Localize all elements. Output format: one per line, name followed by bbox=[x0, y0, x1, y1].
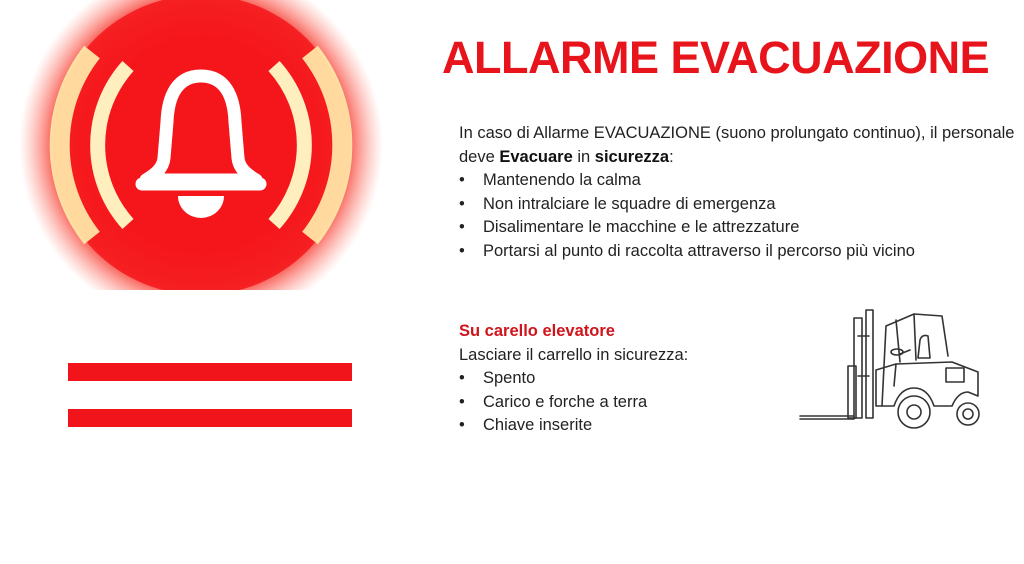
forklift-heading: Su carello elevatore bbox=[459, 322, 615, 340]
alarm-bell-icon bbox=[20, 0, 382, 290]
forklift-icon bbox=[796, 306, 986, 436]
evacuation-intro bbox=[459, 122, 1019, 169]
equals-sign-bar-top bbox=[68, 363, 352, 381]
list-item: • Spento bbox=[459, 367, 789, 391]
intro-mid: in bbox=[572, 147, 595, 166]
list-item: • Carico e forche a terra bbox=[459, 391, 789, 415]
list-item: • Mantenendo la calma bbox=[459, 169, 1019, 193]
evacuation-list bbox=[459, 169, 1019, 263]
equals-sign-bar-bottom bbox=[68, 409, 352, 427]
intro-text: In caso di Allarme EVACUAZIONE (suono prolungato continuo), il personale deve bbox=[459, 124, 1015, 166]
list-item: • Chiave inserite bbox=[459, 414, 789, 438]
list-item: • Disalimentare le macchine e le attrezzature bbox=[459, 216, 1019, 240]
evacuation-instructions bbox=[459, 122, 1019, 263]
intro-end: : bbox=[669, 147, 674, 166]
list-item: • Non intralciare le squadre di emergenza bbox=[459, 193, 1019, 217]
intro-bold-sicurezza: sicurezza bbox=[594, 147, 670, 166]
intro-bold-evacuare: Evacuare bbox=[499, 147, 573, 166]
page-title: ALLARME EVACUAZIONE bbox=[442, 32, 990, 83]
list-item: • Portarsi al punto di raccolta attraverso il percorso più vicino bbox=[459, 240, 1019, 264]
forklift-intro: Lasciare il carrello in sicurezza: bbox=[459, 345, 689, 364]
forklift-instructions bbox=[459, 320, 789, 438]
forklift-list bbox=[459, 367, 789, 438]
